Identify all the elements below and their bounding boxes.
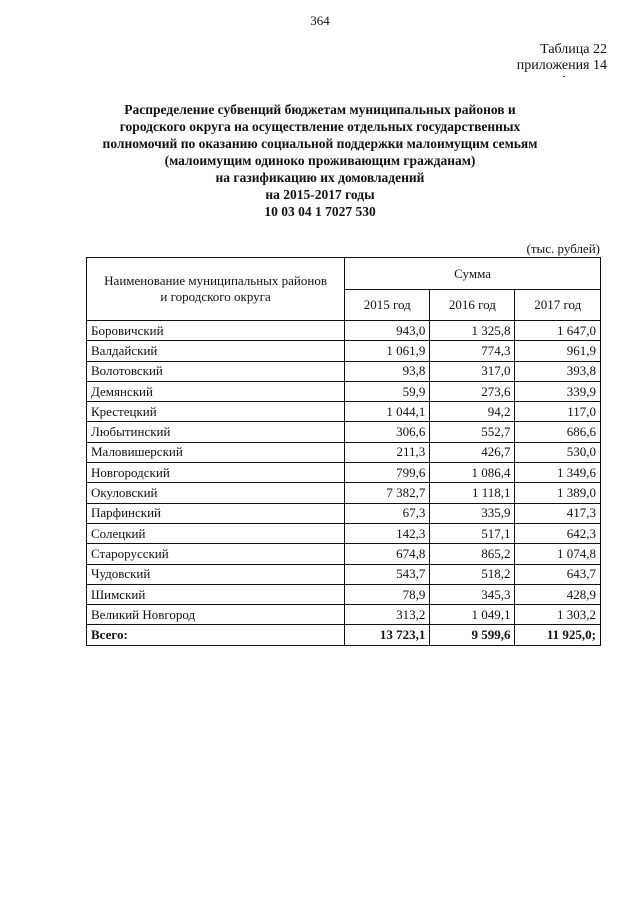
value-2015: 67,3 — [345, 503, 430, 523]
district-name: Шимский — [87, 584, 345, 604]
value-2015: 7 382,7 — [345, 483, 430, 503]
value-2015: 211,3 — [345, 442, 430, 462]
table-row — [87, 442, 601, 462]
value-2017: 1 349,6 — [515, 463, 601, 483]
value-2015: 1 044,1 — [345, 402, 430, 422]
table-row — [87, 503, 601, 523]
name-column-header — [87, 258, 345, 321]
value-2015: 78,9 — [345, 584, 430, 604]
district-name: Великий Новгород — [87, 605, 345, 625]
value-2016: 518,2 — [430, 564, 515, 584]
value-2016: 426,7 — [430, 442, 515, 462]
table-row — [87, 544, 601, 564]
value-2015: 93,8 — [345, 361, 430, 381]
title-line: городского округа на осуществление отдельных государственных — [119, 119, 521, 134]
value-2015: 313,2 — [345, 605, 430, 625]
total-2015: 13 723,1 — [345, 625, 430, 646]
title-line: (малоимущим одиноко проживающим гражданам) — [164, 153, 476, 168]
units-label: (тыс. рублей) — [526, 241, 600, 256]
value-2016: 1 118,1 — [430, 483, 515, 503]
value-2017: 642,3 — [515, 523, 601, 543]
value-2017: 1 074,8 — [515, 544, 601, 564]
value-2017: 428,9 — [515, 584, 601, 604]
table-reference-line1: Таблица 22 — [540, 42, 607, 57]
value-2017: 1 647,0 — [515, 321, 601, 341]
table-row — [87, 341, 601, 361]
value-2017: 393,8 — [515, 361, 601, 381]
value-2015: 674,8 — [345, 544, 430, 564]
table-reference-line2: приложения 14 — [516, 58, 607, 73]
table-row — [87, 321, 601, 341]
year-header-2017: 2017 год — [515, 290, 601, 321]
table-row — [87, 463, 601, 483]
title-line: полномочий по оказанию социальной поддержки малоимущим семьям — [102, 136, 538, 151]
total-label: Всего: — [87, 625, 345, 646]
value-2017: 117,0 — [515, 402, 601, 422]
district-name: Чудовский — [87, 564, 345, 584]
value-2017: 1 389,0 — [515, 483, 601, 503]
table-row — [87, 564, 601, 584]
district-name: Волотовский — [87, 361, 345, 381]
district-name: Валдайский — [87, 341, 345, 361]
value-2017: 530,0 — [515, 442, 601, 462]
district-name: Новгородский — [87, 463, 345, 483]
value-2016: 1 049,1 — [430, 605, 515, 625]
value-2017: 417,3 — [515, 503, 601, 523]
value-2016: 774,3 — [430, 341, 515, 361]
value-2017: 643,7 — [515, 564, 601, 584]
value-2017: 686,6 — [515, 422, 601, 442]
value-2016: 94,2 — [430, 402, 515, 422]
district-name: Любытинский — [87, 422, 345, 442]
value-2015: 799,6 — [345, 463, 430, 483]
value-2016: 552,7 — [430, 422, 515, 442]
name-header-line2: и городского округа — [160, 289, 271, 304]
table-row — [87, 381, 601, 401]
table-row — [87, 605, 601, 625]
district-name: Окуловский — [87, 483, 345, 503]
value-2015: 142,3 — [345, 523, 430, 543]
total-row — [87, 625, 601, 646]
value-2016: 1 086,4 — [430, 463, 515, 483]
table-row — [87, 422, 601, 442]
value-2016: 865,2 — [430, 544, 515, 564]
value-2017: 961,9 — [515, 341, 601, 361]
subventions-table — [86, 257, 601, 646]
document-title — [80, 101, 560, 220]
page-number: 364 — [310, 13, 330, 28]
total-2016: 9 599,6 — [430, 625, 515, 646]
table-row — [87, 483, 601, 503]
value-2016: 335,9 — [430, 503, 515, 523]
value-2016: 517,1 — [430, 523, 515, 543]
value-2015: 943,0 — [345, 321, 430, 341]
value-2015: 59,9 — [345, 381, 430, 401]
table-reference — [517, 42, 607, 74]
district-name: Старорусский — [87, 544, 345, 564]
value-2015: 306,6 — [345, 422, 430, 442]
table-row — [87, 361, 601, 381]
value-2016: 317,0 — [430, 361, 515, 381]
district-name: Парфинский — [87, 503, 345, 523]
sum-column-header: Сумма — [345, 258, 601, 290]
district-name: Демянский — [87, 381, 345, 401]
value-2015: 543,7 — [345, 564, 430, 584]
title-line: на газификацию их домовладений — [215, 170, 425, 185]
table-row — [87, 523, 601, 543]
year-header-2016: 2016 год — [430, 290, 515, 321]
title-line: Распределение субвенций бюджетам муниципальных районов и — [124, 102, 516, 117]
table-row — [87, 584, 601, 604]
value-2016: 345,3 — [430, 584, 515, 604]
district-name: Боровичский — [87, 321, 345, 341]
district-name: Солецкий — [87, 523, 345, 543]
title-line: на 2015-2017 годы — [265, 187, 375, 202]
name-header-line1: Наименование муниципальных районов — [104, 273, 327, 288]
table-body — [87, 321, 601, 625]
title-line: 10 03 04 1 7027 530 — [264, 204, 376, 219]
value-2017: 339,9 — [515, 381, 601, 401]
stray-mark — [563, 76, 565, 77]
value-2016: 273,6 — [430, 381, 515, 401]
district-name: Маловишерский — [87, 442, 345, 462]
total-2017: 11 925,0; — [515, 625, 601, 646]
district-name: Крестецкий — [87, 402, 345, 422]
year-header-2015: 2015 год — [345, 290, 430, 321]
value-2017: 1 303,2 — [515, 605, 601, 625]
value-2016: 1 325,8 — [430, 321, 515, 341]
table-row — [87, 402, 601, 422]
value-2015: 1 061,9 — [345, 341, 430, 361]
